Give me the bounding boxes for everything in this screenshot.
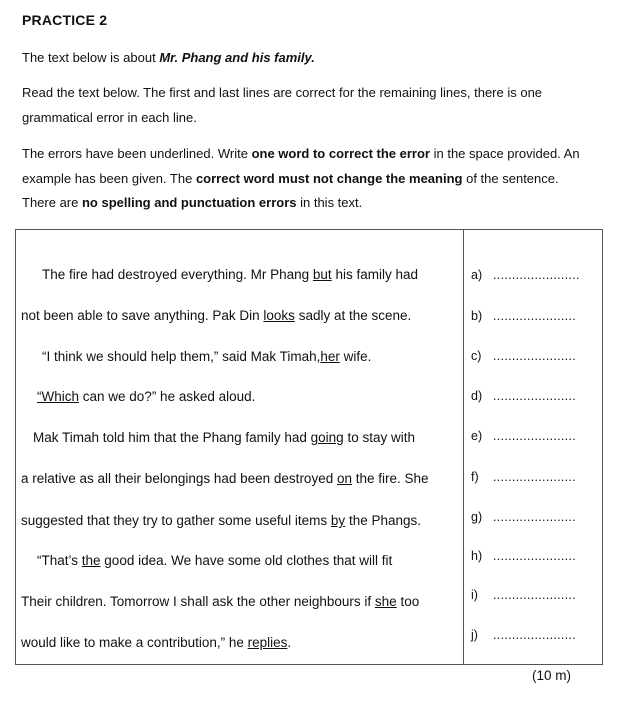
error-word: on [336,471,352,486]
error-word: looks [263,308,295,323]
instr-text-g: in this text. [296,195,363,210]
error-word: the [81,553,101,568]
practice-title: PRACTICE 2 [22,12,108,28]
instruction-paragraph-1: Read the text below. The first and last lines are correct for the remaining lines, there is one grammatical error in each line. [22,85,543,125]
answer-blank-j[interactable]: j) ...................... [471,628,577,642]
error-word: replies [247,635,288,650]
instr-bold-f: no spelling and punctuation errors [81,195,297,210]
error-word: but [312,267,332,282]
instr-text-c: in the space provided. An example has been given. The [22,146,580,186]
answer-blank-g[interactable]: g) ...................... [471,510,577,524]
answer-blank-h[interactable]: h) ...................... [471,549,577,563]
error-word: “Which [37,389,80,404]
instruction-paragraph-2 [22,142,582,216]
answer-blank-a[interactable]: a) ....................... [471,268,580,282]
error-word: going [310,430,344,445]
error-word: her [320,349,340,364]
passage-line: “I think we should help them,” said Mak Timah,her wife. [42,349,372,364]
intro-paragraph [22,46,582,71]
instr-bold-a: one word to correct the error [251,146,430,161]
intro-text: The text below is about [22,50,160,65]
column-divider [463,230,464,664]
answer-blank-e[interactable]: e) ...................... [471,429,577,443]
total-marks: (10 m) [532,668,572,683]
answer-blank-i[interactable]: i) ...................... [471,588,577,602]
instr-bold-d: correct word must not change the meaning [195,170,463,186]
passage-line: “That’s the good idea. We have some old clothes that will fit [37,553,393,568]
passage-line: “Which can we do?” he asked aloud. [37,389,256,404]
error-word: she [374,594,397,609]
exercise-table [15,229,603,665]
passage-line: would like to make a contribution,” he replies. [21,635,292,650]
passage-line: not been able to save anything. Pak Din looks sadly at the scene. [21,308,412,323]
error-word: by [330,513,346,528]
answer-blank-d[interactable]: d) ...................... [471,389,577,403]
passage-line: Mak Timah told him that the Phang family had going to stay with [33,430,415,445]
instr-text-e: of the sentence. There are [22,170,559,210]
passage-line: a relative as all their belongings had been destroyed on the fire. She [21,471,429,486]
instr-text-a: The errors have been underlined. Write [22,146,252,161]
passage-line: Their children. Tomorrow I shall ask the other neighbours if she too [21,594,420,609]
passage-line: The fire had destroyed everything. Mr Phang but his family had [42,267,418,282]
intro-topic: Mr. Phang and his family. [159,50,315,65]
answer-blank-b[interactable]: b) ...................... [471,309,577,323]
answer-blank-f[interactable]: f) ...................... [471,470,577,484]
answer-blank-c[interactable]: c) ...................... [471,349,577,363]
passage-line: suggested that they try to gather some useful items by the Phangs. [21,513,421,528]
